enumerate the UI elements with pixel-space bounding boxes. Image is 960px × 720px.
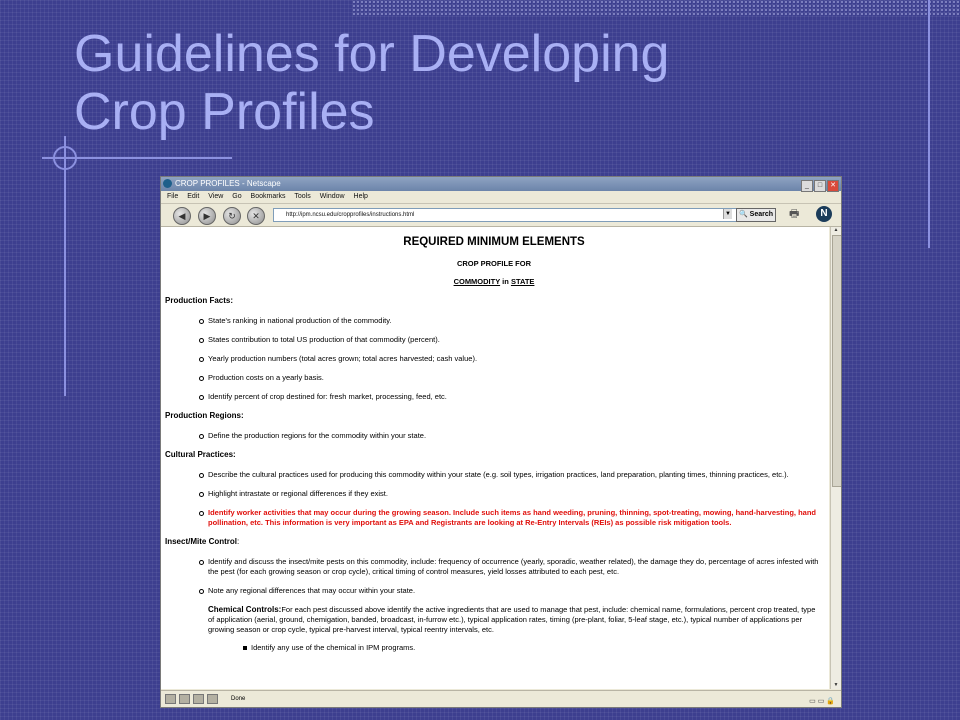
forward-icon[interactable]: ▶	[198, 207, 216, 225]
chat-icon[interactable]	[193, 694, 204, 704]
minimize-icon[interactable]: _	[801, 180, 813, 192]
section-production-regions: Production Regions:	[165, 411, 244, 420]
slide-title-line-1: Guidelines for Developing	[74, 25, 670, 83]
menu-bar	[161, 191, 841, 204]
scroll-down-icon[interactable]: ▼	[833, 682, 839, 688]
slide-title	[74, 25, 934, 141]
list-item: Identify any use of the chemical in IPM programs.	[243, 643, 823, 653]
browser-title-bar	[161, 177, 841, 191]
decorative-dot-band	[352, 0, 960, 16]
search-button[interactable]: 🔍 Search	[736, 208, 776, 222]
netscape-icon	[163, 179, 172, 188]
list-item: Identify percent of crop destined for: fresh market, processing, feed, etc.	[199, 392, 823, 402]
menu-view[interactable]: View	[208, 193, 224, 200]
menu-window[interactable]: Window	[319, 193, 345, 200]
list-item: Identify and discuss the insect/mite pests on this commodity, include: frequency of occurrence (yearly, sporadic, weather related), the damage they do, percentage of acres infested with the pest (for each growing season or crop cycle), critical timing of control measures, yield losses attributed to each pest, etc.	[199, 557, 823, 577]
menu-tools[interactable]: Tools	[294, 193, 311, 200]
section-cultural-practices: Cultural Practices:	[165, 450, 236, 459]
window-title: CROP PROFILES - Netscape	[175, 179, 281, 188]
status-text: Done	[231, 696, 246, 702]
navigation-toolbar	[161, 204, 841, 227]
document-commodity-line	[165, 277, 823, 287]
menu-edit[interactable]: Edit	[187, 193, 200, 200]
maximize-icon[interactable]: □	[814, 180, 826, 192]
insect-mite-title: Insect/Mite Control	[165, 537, 238, 546]
window-controls	[800, 178, 839, 192]
chemical-controls-sublist	[165, 643, 823, 653]
scrollbar-thumb[interactable]	[832, 235, 842, 487]
list-item: States contribution to total US production of that commodity (percent).	[199, 335, 823, 345]
menu-bookmarks[interactable]: Bookmarks	[250, 193, 286, 200]
url-field[interactable]: http://ipm.ncsu.edu/cropprofiles/instructions.html	[273, 208, 745, 222]
cultural-practices-list	[165, 470, 823, 528]
netscape-logo-icon: N	[816, 206, 832, 222]
list-item: Describe the cultural practices used for producing this commodity within your state (e.g. soil types, irrigation practices, land preparation, planting times, thinning practices, etc.).	[199, 470, 823, 480]
chemical-controls-paragraph	[165, 605, 823, 635]
section-insect-mite-control	[165, 537, 823, 547]
decorative-circle	[53, 146, 77, 170]
page-content	[161, 227, 829, 689]
list-item: Define the production regions for the commodity within your state.	[199, 431, 823, 441]
state-label: STATE	[510, 277, 535, 286]
decorative-vertical-line-left	[64, 136, 66, 396]
list-item: State's ranking in national production of the commodity.	[199, 316, 823, 326]
close-icon[interactable]: ✕	[827, 180, 839, 192]
security-lock-icon: ▭ ▭ 🔒	[809, 698, 835, 705]
production-regions-list	[165, 431, 823, 441]
list-item-highlighted: Identify worker activities that may occur during the growing season. Include such items as hand weeding, pruning, thinning, spot-treating, mowing, hand-harvesting, hand pollination, etc. This information is very important as EPA and Registrants are looking at Re-Entry Intervals (REIs) as possible risk mitigation tools.	[199, 508, 823, 528]
search-button-label: Search	[749, 211, 774, 218]
back-icon[interactable]: ◀	[173, 207, 191, 225]
insect-mite-list	[165, 557, 823, 596]
stop-icon[interactable]: ✕	[247, 207, 265, 225]
browser-screenshot	[160, 176, 842, 708]
mail-icon[interactable]	[165, 694, 176, 704]
chevron-down-icon[interactable]: ▼	[723, 209, 732, 219]
menu-file[interactable]: File	[167, 193, 179, 200]
document-subheading: CROP PROFILE FOR	[456, 259, 532, 268]
reload-icon[interactable]: ↻	[223, 207, 241, 225]
status-bar	[161, 690, 841, 707]
print-icon[interactable]: 🖶	[789, 208, 800, 220]
in-word: in	[500, 277, 511, 286]
composer-icon[interactable]	[179, 694, 190, 704]
menu-go[interactable]: Go	[232, 193, 242, 200]
list-item: Note any regional differences that may occur within your state.	[199, 586, 823, 596]
chemical-controls-label: Chemical Controls:	[208, 605, 282, 614]
production-facts-list	[165, 316, 823, 402]
address-book-icon[interactable]	[207, 694, 218, 704]
slide-title-line-2: Crop Profiles	[74, 83, 375, 141]
list-item: Highlight intrastate or regional differences if they exist.	[199, 489, 823, 499]
insect-mite-title-suffix: :	[237, 537, 240, 546]
section-production-facts: Production Facts:	[165, 296, 234, 305]
menu-help[interactable]: Help	[353, 193, 368, 200]
status-icons	[165, 694, 221, 708]
scroll-up-icon[interactable]: ▲	[833, 227, 839, 233]
list-item: Production costs on a yearly basis.	[199, 373, 823, 383]
commodity-label: COMMODITY	[453, 277, 501, 286]
document-heading: REQUIRED MINIMUM ELEMENTS	[403, 236, 585, 248]
chemical-controls-text: For each pest discussed above identify the active ingredients that are used to manage that pest, include: chemical name, formulations, percent crop treated, type of application (aerial, ground, chemigation, banded, broadcast, in-furrow etc.), typical application rates, timing (pre-plant, foliar, 5-leaf stage, etc.), typical number of applications per growing season or crop cycle, typical pre-harvest interval, typical reentry intervals, etc.	[208, 605, 816, 634]
vertical-scrollbar[interactable]	[830, 227, 841, 689]
list-item: Yearly production numbers (total acres grown; total acres harvested; cash value).	[199, 354, 823, 364]
